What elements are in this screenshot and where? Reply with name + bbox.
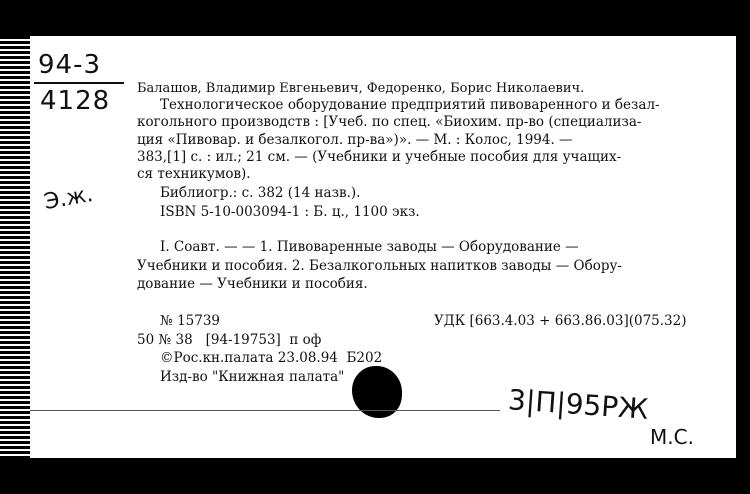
card-order-line: 50 № 38 [94-19753] п оф xyxy=(137,332,322,348)
card-title-line-1: Технологическое оборудование предприятий пивоваренного и безал- xyxy=(160,97,660,113)
card-subject-line-1: I. Соавт. — — 1. Пивоваренные заводы — Оборудование — xyxy=(160,239,579,255)
card-isbn: ISBN 5-10-003094-1 : Б. ц., 1100 экз. xyxy=(160,204,420,220)
card-bibliography: Библиогр.: с. 382 (14 назв.). xyxy=(160,185,361,201)
call-number-top: 94-3 xyxy=(38,50,102,80)
scan-border-bottom xyxy=(0,458,750,494)
handwritten-side-note: Э.ж. xyxy=(42,181,95,216)
handwritten-initials: М.С. xyxy=(650,425,694,449)
card-title-line-2: когольного производств : [Учеб. по спец. «Биохим. пр-во (специализа- xyxy=(137,114,642,130)
card-author-heading: Балашов, Владимир Евгеньевич, Федоренко, Борис Николаевич. xyxy=(137,81,585,96)
card-subject-line-2: Учебники и пособия. 2. Безалкогольных напитков заводы — Обору- xyxy=(137,258,622,274)
card-title-line-4: 383,[1] с. : ил.; 21 см. — (Учебники и учебные пособия для учащих- xyxy=(137,149,622,165)
scan-border-right xyxy=(736,36,750,458)
card-copyright-line: ©Рос.кн.палата 23.08.94 Б202 xyxy=(160,350,383,366)
card-publisher-line: Изд-во "Книжная палата" xyxy=(160,369,345,385)
card-udc: УДК [663.4.03 + 663.86.03](075.32) xyxy=(434,313,687,329)
card-record-number: № 15739 xyxy=(160,313,221,329)
call-number-divider xyxy=(34,82,124,84)
scan-artifact-line xyxy=(30,410,500,411)
card-subject-line-3: дование — Учебники и пособия. xyxy=(137,276,368,292)
call-number-bottom: 4128 xyxy=(40,86,111,116)
handwritten-shelf-mark: 3|П|95РЖ xyxy=(507,383,650,426)
scan-border-top xyxy=(0,0,750,36)
scan-edge-stripes xyxy=(0,36,30,458)
card-title-line-5: ся техникумов). xyxy=(137,166,251,182)
card-title-line-3: ция «Пивовар. и безалкогол. пр-ва»)». — М. : Колос, 1994. — xyxy=(137,132,573,148)
